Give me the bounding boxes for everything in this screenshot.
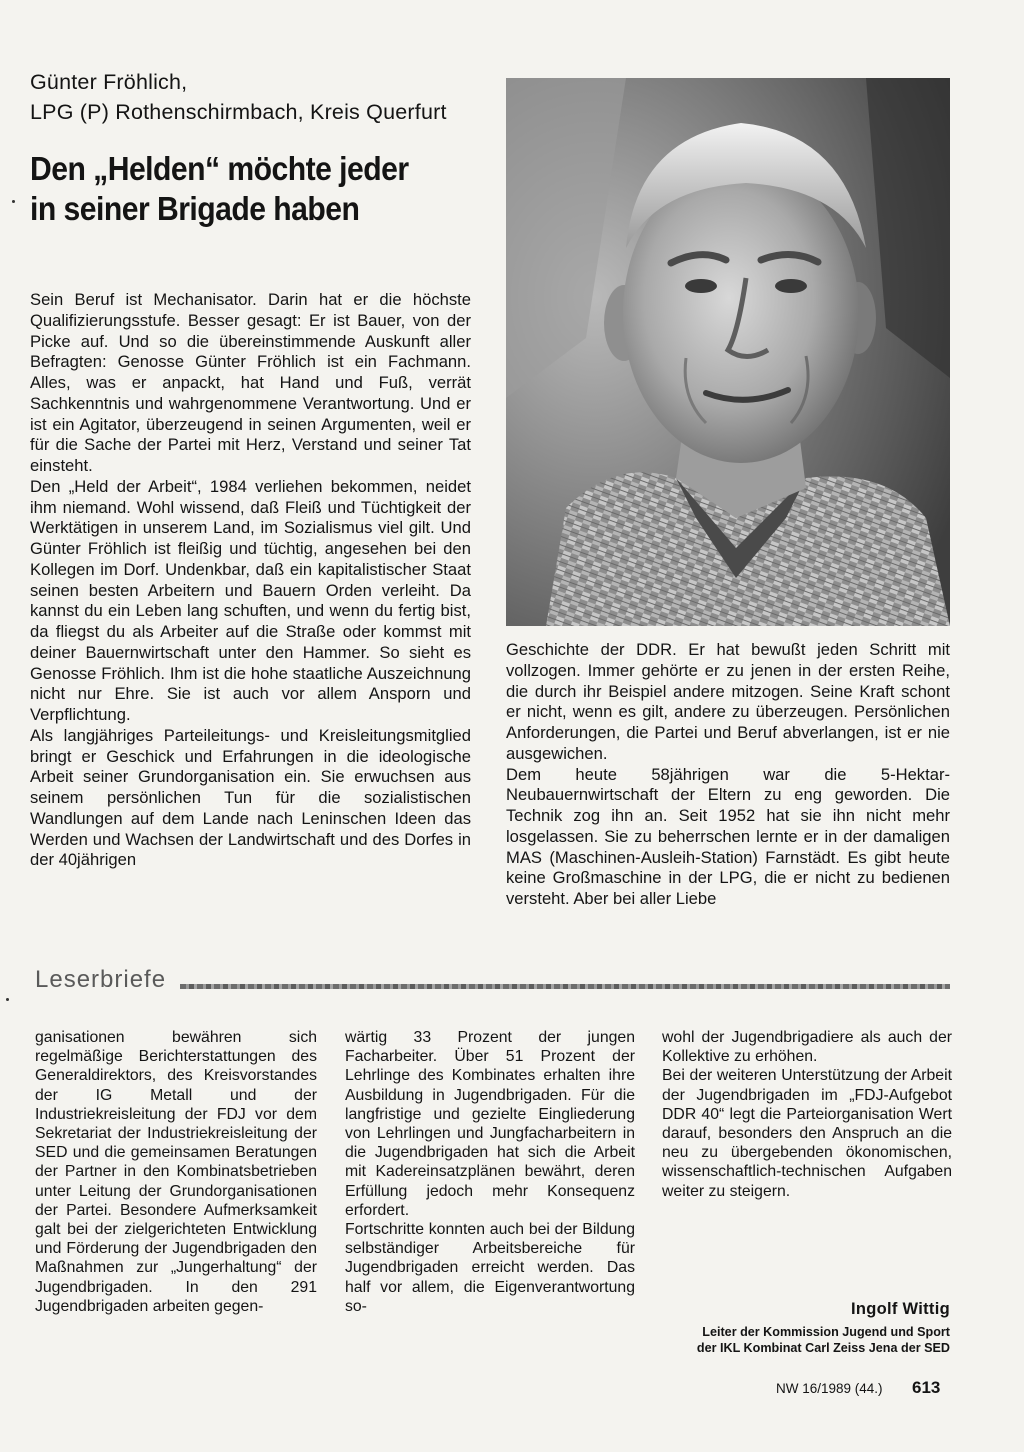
article-paragraph: Als langjähriges Parteileitungs- und Kreisleitungsmitglied bringt er Geschick und Erfahrungen in die ideologische Arbeit seiner Grundorganisation ein. Sie erwuchsen aus seinem persönlichen Tun für die sozialistischen Wandlungen auf dem Lande nach Leninschen Ideen das Werden und Wachsen der Landwirtschaft und des Dorfes in der 40jährigen bbox=[30, 725, 471, 870]
letter-author-role-1: Leiter der Kommission Jugend und Sport bbox=[702, 1325, 950, 1339]
letter-author-name: Ingolf Wittig bbox=[850, 1300, 950, 1318]
letter-signature bbox=[697, 1300, 950, 1356]
article-left-column bbox=[30, 290, 471, 871]
print-speck bbox=[12, 200, 15, 203]
article-right-column bbox=[506, 640, 950, 910]
headline bbox=[30, 150, 451, 230]
headline-line-2: in seiner Brigade haben bbox=[30, 191, 360, 228]
article-paragraph: Geschichte der DDR. Er hat bewußt jeden Schritt mit vollzogen. Immer gehörte er zu jenen in der ersten Reihe, die durch ihr Beispiel andere mitzogen. Seine Kraft schont er nicht, wenn es gilt, andere zu überzeugen. Persönlichen Anforderungen, die Partei und Beruf abverlangen, ist er nie ausgewichen. bbox=[506, 640, 950, 763]
portrait-photo bbox=[506, 78, 950, 626]
portrait-illustration bbox=[506, 78, 950, 626]
letter-paragraph: Bei der weiteren Unterstützung der Arbeit der Jugendbrigaden im „FDJ-Aufgebot DDR 40“ legt die Parteiorganisation Wert darauf, besonders den Anspruch an die neu zu übergebenden ökonomischen, wissenschaftlich-technischen Aufgaben weiter zu steigern. bbox=[662, 1067, 952, 1200]
letter-column-3 bbox=[662, 1028, 952, 1201]
letter-paragraph: wohl der Jugendbrigadiere als auch der Kollektive zu erhöhen. bbox=[662, 1029, 952, 1066]
print-speck bbox=[6, 998, 9, 1001]
page-number: 613 bbox=[912, 1378, 941, 1397]
headline-line-1: Den „Helden“ möchte jeder bbox=[30, 151, 409, 188]
author-organization: LPG (P) Rothenschirmbach, Kreis Querfurt bbox=[30, 100, 447, 124]
article-paragraph: Den „Held der Arbeit“, 1984 verliehen bekommen, neidet ihm niemand. Wohl wissend, daß Fleiß und Tüchtigkeit der Werktätigen in unserem Land, im Sozialismus viel gilt. Und Günter Fröhlich ist fleißig und tüchtig, angesehen bei den Kollegen im Dorf. Undenkbar, daß ein kapitalistischer Staat seinen besten Arbeitern und Bauern Orden verleiht. Da kannst du ein Leben lang schuften, und wenn du fertig bist, da fliegst du als Arbeiter auf die Straße oder kommst mit deiner Bauernwirtschaft unter den Hammer. So sieht es Genosse Fröhlich. Ihm ist die hohe staatliche Auszeichnung nicht nur Ehre. Sie ist auch vor allem Ansporn und Verpflichtung. bbox=[30, 476, 471, 724]
section-divider bbox=[180, 984, 950, 989]
author-name: Günter Fröhlich, bbox=[30, 70, 188, 94]
article-paragraph: Dem heute 58jährigen war die 5-Hektar-Neubauernwirtschaft der Eltern zu eng geworden. Die Technik zog ihn an. Seit 1952 hat sie ihn nicht mehr losgelassen. Sie zu beherrschen lernte er in der damaligen MAS (Maschinen-Ausleih-Station) Farnstädt. Es gibt heute keine Großmaschine in der LPG, die er nicht zu bedienen versteht. Aber bei aller Liebe bbox=[506, 764, 950, 908]
issue-number: NW 16/1989 (44.) bbox=[776, 1381, 883, 1396]
section-label: Leserbriefe bbox=[35, 966, 167, 993]
letter-author-role-2: der IKL Kombinat Carl Zeiss Jena der SED bbox=[696, 1340, 950, 1355]
letter-paragraph: ganisationen bewähren sich regelmäßige Berichterstattungen des Generaldirektors, des Kreisvorstandes der IG Metall und der Industriekreisleitung der FDJ vor dem Sekretariat der Industriekreisleitung der SED und die gemeinsamen Beratungen der Partner in den Kombinatsbetrieben unter Leitung der Grundorganisationen der Partei. Besondere Aufmerksamkeit galt bei der zielgerichteten Entwicklung und Förderung der Jugendbrigaden den Maßnahmen zur „Jungerhaltung“ der Jugendbrigaden. In den 291 Jugendbrigaden arbeiten gegen- bbox=[35, 1029, 317, 1315]
letter-paragraph: Fortschritte konnten auch bei der Bildung selbständiger Arbeitsbereiche für Jugendbrigaden erreicht werden. Das half vor allem, die Eigenverantwortung so- bbox=[345, 1221, 635, 1315]
article-paragraph: Sein Beruf ist Mechanisator. Darin hat er die höchste Qualifizierungsstufe. Besser gesagt: Er ist Bauer, von der Picke auf. Und so die übereinstimmende Auskunft aller Befragten: Genosse Günter Fröhlich ist ein Fachmann. Alles, was er anpackt, hat Hand und Fuß, verrät Sachkenntnis und wahrgenommene Verantwortung. Und er ist ein Agitator, überzeugend in seinen Argumenten, weil er für die Sache der Partei mit Herz, Verstand und seiner Tat einsteht. bbox=[30, 290, 471, 475]
letter-paragraph: wärtig 33 Prozent der jungen Facharbeiter. Über 51 Prozent der Lehrlinge des Kombinates erhalten ihre Ausbildung in Jugendbrigaden. Für die langfristige und gezielte Eingliederung von Lehrlingen und Jungfacharbeitern in die Jugendbrigaden hat sich die Arbeit mit Kadereinsatzplänen bewährt, deren Erfüllung jedoch mehr Konsequenz erfordert. bbox=[345, 1029, 635, 1219]
letter-column-2 bbox=[345, 1028, 635, 1316]
letter-column-1 bbox=[35, 1028, 317, 1316]
